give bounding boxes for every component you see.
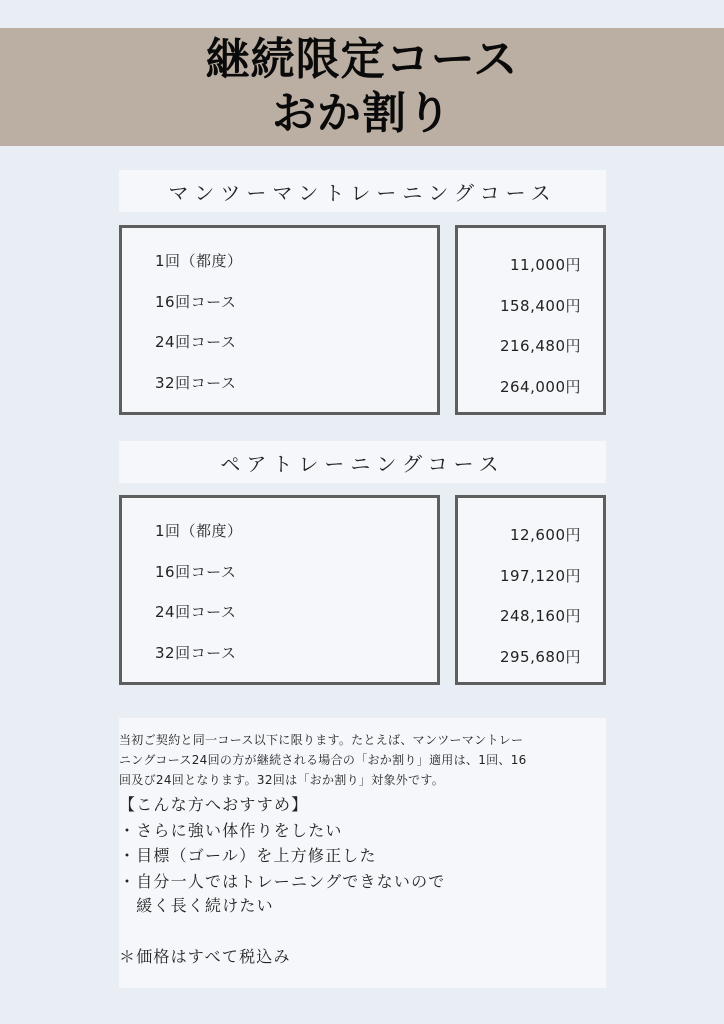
- course1-label-4: 32回コース: [155, 374, 237, 392]
- course1-label-2: 16回コース: [155, 293, 237, 311]
- conditions-line-1: 当初ご契約と同一コース以下に限ります。たとえば、マンツーマントレー: [119, 733, 524, 747]
- course2-prices-box: [455, 495, 606, 685]
- notes-panel: [119, 718, 606, 988]
- tax-note: ＊価格はすべて税込み: [119, 947, 291, 966]
- course1-label-3: 24回コース: [155, 333, 237, 351]
- recommend-item-1: ・さらに強い体作りをしたい: [119, 821, 343, 840]
- course2-label-4: 32回コース: [155, 644, 237, 662]
- recommend-heading: 【こんな方へおすすめ】: [119, 795, 309, 814]
- course2-price-1: 12,600円: [510, 526, 581, 544]
- course2-price-2: 197,120円: [499, 567, 581, 585]
- conditions-line-2: ニングコース24回の方が継続される場合の「おか割り」適用は、1回、16: [119, 753, 527, 767]
- title-banner: [0, 28, 724, 146]
- course1-labels-box: [119, 225, 440, 415]
- conditions-line-3: 回及び24回となります。32回は「おか割り」対象外です。: [119, 773, 445, 787]
- course2-price-4: 295,680円: [499, 648, 581, 666]
- course2-price-3: 248,160円: [499, 607, 581, 625]
- course2-title: ペアトレーニングコース: [119, 441, 606, 483]
- recommend-item-2: ・目標（ゴール）を上方修正した: [119, 846, 377, 865]
- recommend-item-3a: ・自分一人ではトレーニングできないので: [119, 872, 446, 891]
- course1-price-1: 11,000円: [510, 256, 581, 274]
- course1-label-1: 1回（都度）: [155, 252, 243, 270]
- course1-title: マンツーマントレーニングコース: [119, 170, 606, 212]
- course2-label-1: 1回（都度）: [155, 522, 243, 540]
- recommend-item-3b: 緩く長く続けたい: [119, 896, 274, 915]
- page-title-line1: 継続限定コース: [205, 34, 519, 85]
- conditions-text: [119, 730, 606, 790]
- course1-price-2: 158,400円: [499, 297, 581, 315]
- page-title-line2: おか割り: [272, 88, 452, 139]
- course2-label-2: 16回コース: [155, 563, 237, 581]
- course1-prices-box: [455, 225, 606, 415]
- course2-labels-box: [119, 495, 440, 685]
- course1-price-3: 216,480円: [499, 337, 581, 355]
- course2-label-3: 24回コース: [155, 603, 237, 621]
- course1-price-4: 264,000円: [499, 378, 581, 396]
